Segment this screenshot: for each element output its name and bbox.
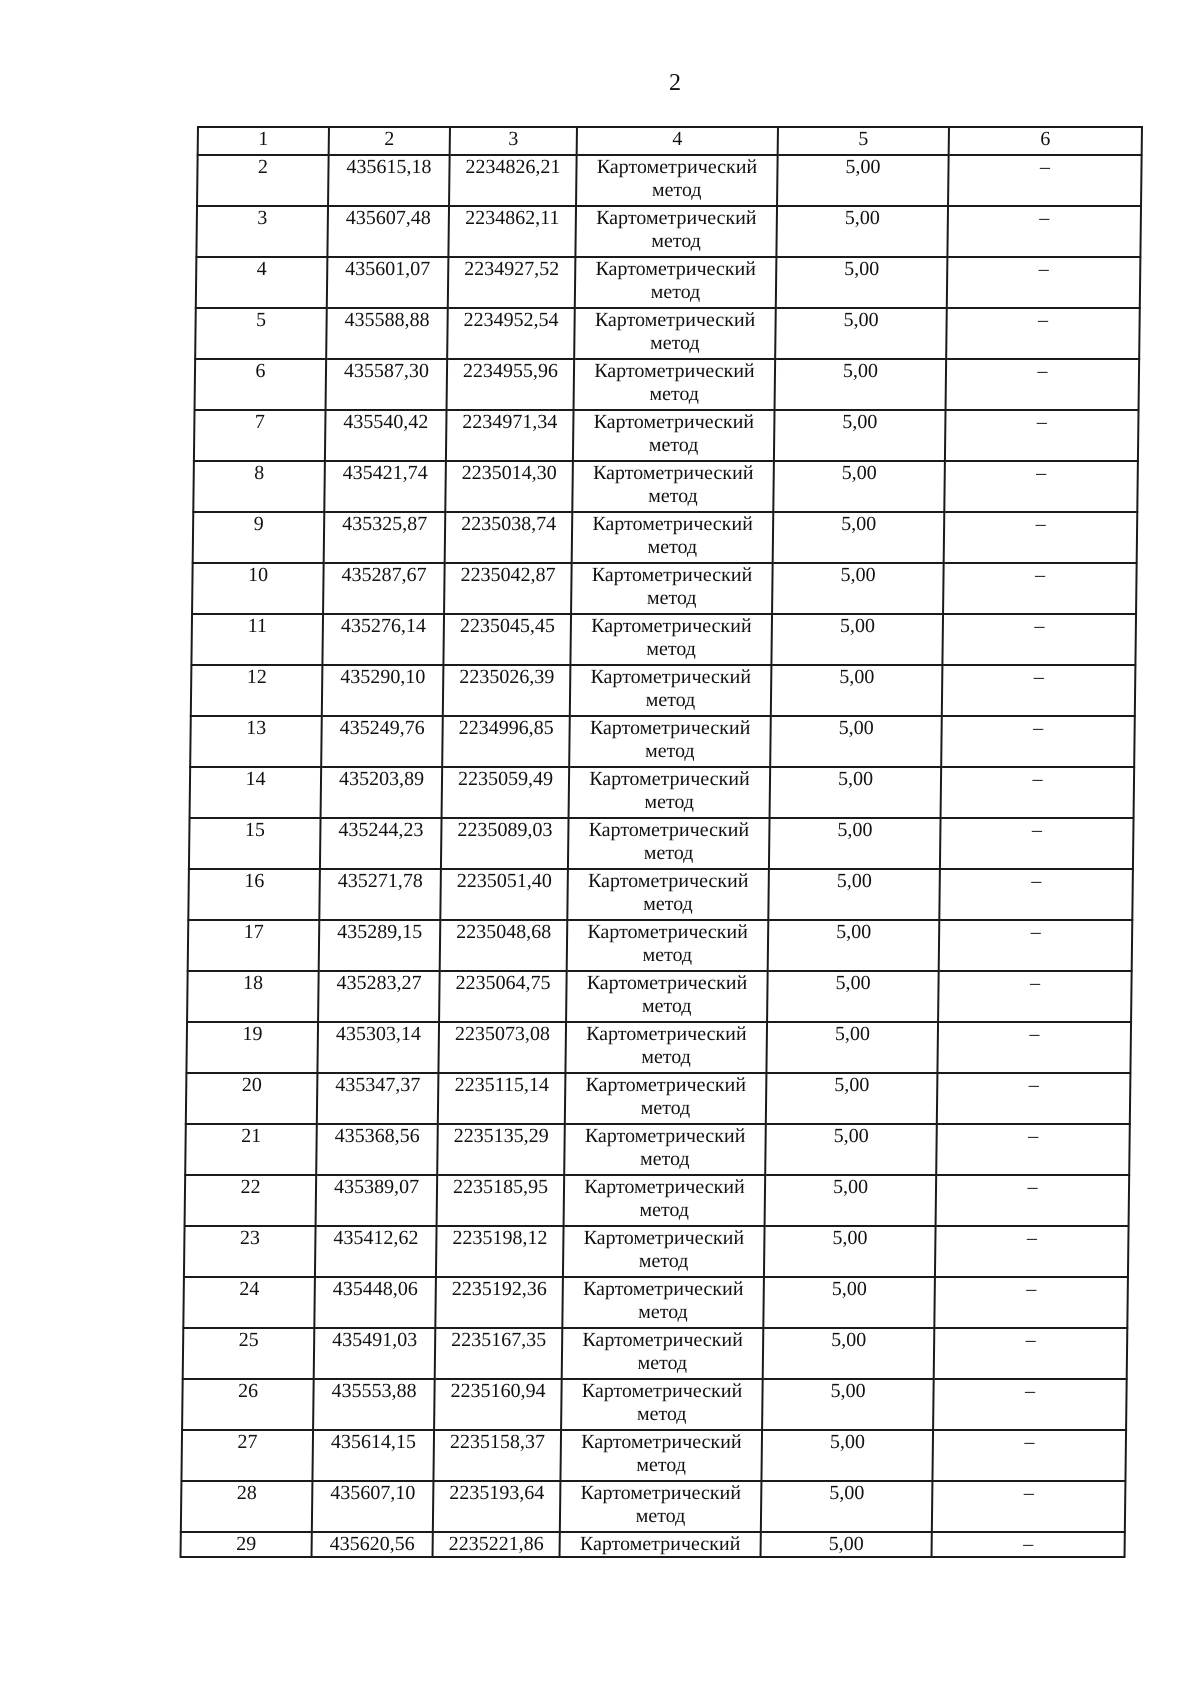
method-line-1: Картометрический (591, 615, 752, 637)
note-cell: – (944, 461, 1138, 512)
point-number-cell: 16 (188, 869, 320, 920)
y-coordinate-cell: 2235073,08 (438, 1022, 566, 1073)
method-line-2: метод (638, 1250, 689, 1272)
method-cell (569, 716, 771, 767)
y-coordinate-cell: 2234971,34 (446, 410, 574, 461)
header-col-2: 2 (329, 127, 450, 155)
note-cell: – (942, 614, 1136, 665)
y-coordinate-cell: 2235038,74 (445, 512, 573, 563)
accuracy-cell: 5,00 (769, 818, 941, 869)
point-number-cell: 20 (186, 1073, 318, 1124)
y-coordinate-cell: 2235089,03 (441, 818, 569, 869)
x-coordinate-cell: 435283,27 (318, 971, 440, 1022)
point-number-cell: 28 (181, 1481, 313, 1532)
table-row (183, 1277, 1128, 1328)
table-header (198, 127, 1142, 155)
method-cell (570, 614, 772, 665)
x-coordinate-cell: 435614,15 (312, 1430, 434, 1481)
note-cell: – (947, 257, 1141, 308)
method-line-1: Картометрический (592, 462, 754, 484)
point-number-cell: 19 (186, 1022, 318, 1073)
accuracy-cell: 5,00 (761, 1481, 933, 1532)
method-line-2: метод (642, 944, 693, 966)
table-row (189, 818, 1134, 869)
method-line-1: Картометрический (591, 564, 753, 586)
x-coordinate-cell: 435203,89 (321, 767, 443, 818)
note-cell: – (946, 359, 1140, 410)
method-line-1: Картометрический (582, 1329, 744, 1351)
table-row (190, 716, 1135, 767)
point-number-cell: 13 (190, 716, 322, 767)
method-line-2: метод (650, 281, 701, 303)
table-row (181, 1481, 1126, 1532)
method-cell (563, 1226, 765, 1277)
x-coordinate-cell: 435347,37 (317, 1073, 439, 1124)
point-number-cell: 24 (183, 1277, 315, 1328)
x-coordinate-cell: 435289,15 (319, 920, 441, 971)
table-row (190, 767, 1135, 818)
method-line-1: Картометрический (587, 870, 749, 892)
x-coordinate-cell: 435389,07 (316, 1175, 438, 1226)
method-line-2: метод (651, 230, 702, 252)
header-col-4: 4 (577, 127, 778, 155)
method-cell (570, 665, 772, 716)
method-line-2: метод (641, 1046, 692, 1068)
note-cell: – (932, 1430, 1126, 1481)
note-cell: – (947, 206, 1141, 257)
accuracy-cell: 5,00 (766, 1073, 938, 1124)
header-row (198, 127, 1142, 155)
y-coordinate-cell: 2234952,54 (447, 308, 575, 359)
table-row (195, 359, 1140, 410)
accuracy-cell: 5,00 (771, 614, 943, 665)
x-coordinate-cell: 435249,76 (321, 716, 443, 767)
y-coordinate-cell: 2235160,94 (434, 1379, 562, 1430)
method-line-1: Картометрический (584, 1125, 746, 1147)
note-cell: – (932, 1532, 1125, 1557)
accuracy-cell: 5,00 (775, 359, 947, 410)
x-coordinate-cell: 435601,07 (327, 257, 449, 308)
method-line-2: метод (649, 332, 700, 354)
note-cell: – (937, 1073, 1131, 1124)
method-line-2: метод (644, 740, 695, 762)
y-coordinate-cell: 2235193,64 (433, 1481, 561, 1532)
point-number-cell: 8 (193, 461, 325, 512)
note-cell: – (935, 1226, 1129, 1277)
method-line-1: Картометрический (581, 1431, 742, 1453)
table-row (184, 1226, 1129, 1277)
accuracy-cell: 5,00 (775, 308, 947, 359)
table-row (191, 614, 1136, 665)
note-cell: – (934, 1277, 1128, 1328)
method-line-2: метод (639, 1199, 690, 1221)
table-row (185, 1175, 1130, 1226)
table-row (193, 461, 1138, 512)
table-row (191, 665, 1136, 716)
method-line-1: Картометрический (579, 1533, 741, 1555)
point-number-cell: 9 (193, 512, 325, 563)
x-coordinate-cell: 435325,87 (324, 512, 446, 563)
point-number-cell: 22 (185, 1175, 317, 1226)
point-number-cell: 27 (181, 1430, 313, 1481)
table-row (196, 257, 1141, 308)
x-coordinate-cell: 435491,03 (314, 1328, 436, 1379)
method-cell (572, 512, 774, 563)
table-row (188, 920, 1133, 971)
y-coordinate-cell: 2235026,39 (443, 665, 571, 716)
x-coordinate-cell: 435412,62 (315, 1226, 437, 1277)
method-line-1: Картометрический (586, 972, 748, 994)
point-number-cell: 29 (181, 1532, 312, 1557)
accuracy-cell: 5,00 (765, 1124, 937, 1175)
x-coordinate-cell: 435244,23 (320, 818, 442, 869)
method-line-2: метод (648, 485, 698, 507)
y-coordinate-cell: 2234996,85 (442, 716, 570, 767)
point-number-cell: 26 (182, 1379, 314, 1430)
x-coordinate-cell: 435615,18 (328, 155, 450, 206)
y-coordinate-cell: 2235158,37 (433, 1430, 561, 1481)
table-row (193, 512, 1138, 563)
table-row (183, 1328, 1128, 1379)
y-coordinate-cell: 2235045,45 (443, 614, 571, 665)
table-row (186, 1073, 1131, 1124)
method-line-2: метод (645, 689, 696, 711)
y-coordinate-cell: 2235048,68 (440, 920, 568, 971)
accuracy-cell: 5,00 (765, 1175, 937, 1226)
coordinates-table (180, 126, 1143, 1558)
page-number: 2 (669, 70, 681, 96)
x-coordinate-cell: 435290,10 (322, 665, 444, 716)
method-line-2: метод (643, 893, 693, 915)
method-line-2: метод (636, 1454, 687, 1476)
method-line-1: Картометрический (594, 360, 755, 382)
y-coordinate-cell: 2234862,11 (448, 206, 576, 257)
method-line-2: метод (641, 995, 692, 1017)
method-line-2: метод (636, 1403, 687, 1425)
method-cell (562, 1277, 764, 1328)
accuracy-cell: 5,00 (768, 869, 940, 920)
note-cell: – (941, 767, 1135, 818)
accuracy-cell: 5,00 (770, 716, 942, 767)
method-line-1: Картометрический (588, 819, 750, 841)
accuracy-cell: 5,00 (766, 1022, 938, 1073)
accuracy-cell: 5,00 (763, 1277, 935, 1328)
method-line-1: Картометрический (595, 258, 757, 280)
note-cell: – (940, 818, 1134, 869)
method-line-2: метод (643, 842, 694, 864)
header-col-3: 3 (450, 127, 577, 155)
note-cell: – (934, 1328, 1128, 1379)
point-number-cell: 4 (196, 257, 328, 308)
table-row (185, 1124, 1130, 1175)
method-line-2: метод (651, 179, 702, 201)
note-cell: – (944, 512, 1138, 563)
y-coordinate-cell: 2235064,75 (439, 971, 567, 1022)
y-coordinate-cell: 2235185,95 (437, 1175, 565, 1226)
method-cell (574, 308, 776, 359)
point-number-cell: 12 (191, 665, 323, 716)
method-line-1: Картометрический (589, 768, 750, 790)
method-cell (560, 1481, 762, 1532)
method-cell (566, 971, 768, 1022)
method-cell (568, 818, 770, 869)
accuracy-cell: 5,00 (776, 206, 948, 257)
note-cell: – (946, 308, 1140, 359)
note-cell: – (939, 920, 1133, 971)
method-line-1: Картометрический (592, 513, 753, 535)
accuracy-cell: 5,00 (774, 410, 946, 461)
table-row (181, 1532, 1125, 1557)
accuracy-cell: 5,00 (768, 920, 940, 971)
method-line-2: метод (639, 1148, 690, 1170)
point-number-cell: 18 (187, 971, 319, 1022)
method-line-2: метод (635, 1505, 686, 1527)
header-col-5: 5 (778, 127, 949, 155)
method-cell (565, 1073, 767, 1124)
x-coordinate-cell: 435276,14 (322, 614, 444, 665)
accuracy-cell: 5,00 (761, 1532, 932, 1557)
y-coordinate-cell: 2235192,36 (435, 1277, 563, 1328)
y-coordinate-cell: 2235135,29 (437, 1124, 565, 1175)
accuracy-cell: 5,00 (763, 1328, 935, 1379)
method-cell (561, 1379, 763, 1430)
method-cell (560, 1430, 762, 1481)
method-cell (569, 767, 771, 818)
point-number-cell: 11 (191, 614, 323, 665)
method-line-2: метод (646, 587, 697, 609)
y-coordinate-cell: 2235014,30 (445, 461, 573, 512)
y-coordinate-cell: 2235115,14 (438, 1073, 566, 1124)
point-number-cell: 14 (190, 767, 322, 818)
y-coordinate-cell: 2235051,40 (440, 869, 568, 920)
note-cell: – (942, 665, 1136, 716)
accuracy-cell: 5,00 (771, 665, 943, 716)
x-coordinate-cell: 435620,56 (312, 1532, 433, 1557)
accuracy-cell: 5,00 (761, 1430, 933, 1481)
table-row (187, 971, 1132, 1022)
point-number-cell: 5 (195, 308, 327, 359)
accuracy-cell: 5,00 (773, 461, 945, 512)
method-cell (564, 1124, 766, 1175)
method-line-2: метод (638, 1301, 688, 1323)
point-number-cell: 7 (194, 410, 326, 461)
x-coordinate-cell: 435421,74 (324, 461, 446, 512)
method-line-1: Картометрический (590, 666, 752, 688)
method-cell (572, 461, 774, 512)
table-row (196, 206, 1141, 257)
note-cell: – (936, 1124, 1130, 1175)
method-line-2: метод (637, 1352, 688, 1374)
method-cell (575, 206, 777, 257)
y-coordinate-cell: 2235221,86 (433, 1532, 560, 1557)
method-line-1: Картометрический (593, 411, 755, 433)
method-line-1: Картометрический (594, 309, 756, 331)
point-number-cell: 2 (197, 155, 329, 206)
y-coordinate-cell: 2234927,52 (448, 257, 576, 308)
point-number-cell: 21 (185, 1124, 317, 1175)
method-line-1: Картометрический (585, 1074, 747, 1096)
method-line-1: Картометрический (580, 1482, 742, 1504)
x-coordinate-cell: 435607,10 (312, 1481, 434, 1532)
table-row (181, 1430, 1126, 1481)
x-coordinate-cell: 435588,88 (326, 308, 448, 359)
method-line-2: метод (640, 1097, 691, 1119)
accuracy-cell: 5,00 (776, 257, 948, 308)
table-row (195, 308, 1140, 359)
method-line-2: метод (647, 536, 698, 558)
x-coordinate-cell: 435540,42 (325, 410, 447, 461)
note-cell: – (932, 1481, 1126, 1532)
method-cell (571, 563, 773, 614)
x-coordinate-cell: 435587,30 (326, 359, 448, 410)
accuracy-cell: 5,00 (762, 1379, 934, 1430)
y-coordinate-cell: 2235042,87 (444, 563, 572, 614)
accuracy-cell: 5,00 (773, 512, 945, 563)
x-coordinate-cell: 435303,14 (317, 1022, 439, 1073)
x-coordinate-cell: 435448,06 (314, 1277, 436, 1328)
y-coordinate-cell: 2234826,21 (449, 155, 577, 206)
y-coordinate-cell: 2235198,12 (436, 1226, 564, 1277)
method-line-1: Картометрический (587, 921, 749, 943)
y-coordinate-cell: 2234955,96 (447, 359, 575, 410)
method-cell (575, 257, 777, 308)
method-line-2: метод (649, 383, 700, 405)
point-number-cell: 25 (183, 1328, 315, 1379)
method-line-1: Картометрический (586, 1023, 747, 1045)
table-row (197, 155, 1142, 206)
table-row (182, 1379, 1127, 1430)
header-col-1: 1 (198, 127, 329, 155)
accuracy-cell: 5,00 (767, 971, 939, 1022)
method-line-2: метод (646, 638, 697, 660)
method-line-1: Картометрический (596, 207, 757, 229)
table-row (192, 563, 1137, 614)
accuracy-cell: 5,00 (772, 563, 944, 614)
note-cell: – (943, 563, 1137, 614)
method-cell (573, 410, 775, 461)
x-coordinate-cell: 435271,78 (319, 869, 441, 920)
point-number-cell: 10 (192, 563, 324, 614)
method-cell (560, 1532, 761, 1557)
method-line-1: Картометрический (583, 1227, 745, 1249)
note-cell: – (939, 869, 1133, 920)
method-cell (574, 359, 776, 410)
note-cell: – (938, 971, 1132, 1022)
point-number-cell: 6 (195, 359, 327, 410)
point-number-cell: 17 (188, 920, 320, 971)
note-cell: – (936, 1175, 1130, 1226)
method-line-1: Картометрический (581, 1380, 743, 1402)
x-coordinate-cell: 435368,56 (316, 1124, 438, 1175)
x-coordinate-cell: 435553,88 (313, 1379, 435, 1430)
note-cell: – (948, 155, 1142, 206)
method-cell (565, 1022, 767, 1073)
method-cell (567, 869, 769, 920)
method-cell (567, 920, 769, 971)
note-cell: – (937, 1022, 1131, 1073)
note-cell: – (933, 1379, 1127, 1430)
method-line-2: метод (644, 791, 695, 813)
y-coordinate-cell: 2235059,49 (442, 767, 570, 818)
point-number-cell: 23 (184, 1226, 316, 1277)
point-number-cell: 15 (189, 818, 321, 869)
header-col-6: 6 (949, 127, 1142, 155)
accuracy-cell: 5,00 (770, 767, 942, 818)
accuracy-cell: 5,00 (764, 1226, 936, 1277)
note-cell: – (945, 410, 1139, 461)
x-coordinate-cell: 435607,48 (327, 206, 449, 257)
table-body (181, 155, 1142, 1557)
accuracy-cell: 5,00 (777, 155, 949, 206)
method-line-1: Картометрический (589, 717, 751, 739)
method-cell (562, 1328, 764, 1379)
y-coordinate-cell: 2235167,35 (435, 1328, 563, 1379)
table-row (186, 1022, 1131, 1073)
method-line-1: Картометрический (582, 1278, 744, 1300)
method-cell (564, 1175, 766, 1226)
method-line-1: Картометрический (596, 156, 758, 178)
note-cell: – (941, 716, 1135, 767)
table-row (194, 410, 1139, 461)
table-row (188, 869, 1133, 920)
method-line-1: Картометрический (584, 1176, 745, 1198)
point-number-cell: 3 (196, 206, 328, 257)
x-coordinate-cell: 435287,67 (323, 563, 445, 614)
method-line-2: метод (648, 434, 699, 456)
method-cell (576, 155, 778, 206)
